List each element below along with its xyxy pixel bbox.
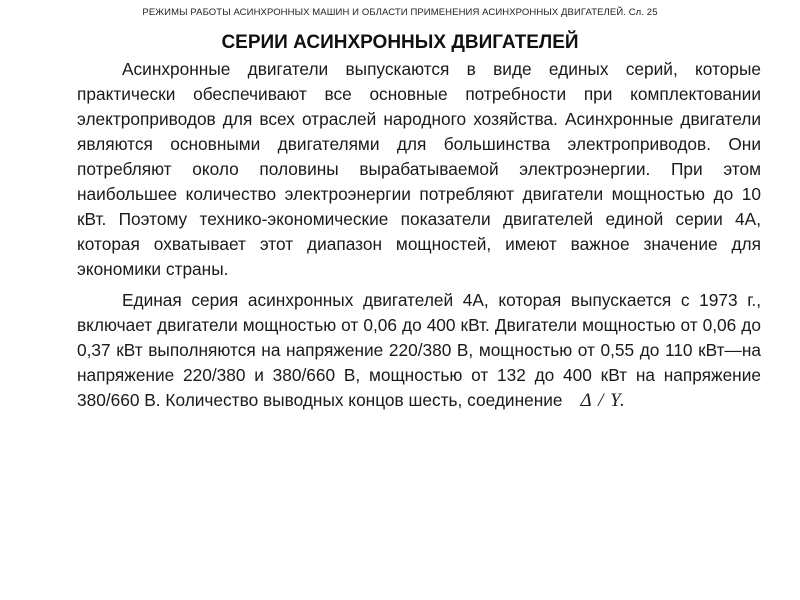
- paragraph-2-text: Единая серия асинхронных двигателей 4А, которая выпускается с 1973 г., включает двигатели мощностью от 0,06 до 400 кВт. Двигатели мощностью от 0,06 до 0,37 кВт выполняются на напряжение 220/380 В, мощностью от 0,55 до 110 кВт—на напряжение 220/380 и 380/660 В, мощностью от 132 до 400 кВт на напряжение 380/660 В. Количество выводных концов шесть, соединение: [77, 290, 761, 410]
- slide-title: СЕРИИ АСИНХРОННЫХ ДВИГАТЕЛЕЙ: [221, 32, 579, 53]
- running-header: РЕЖИМЫ РАБОТЫ АСИНХРОННЫХ МАШИН И ОБЛАСТИ ПРИМЕНЕНИЯ АСИНХРОННЫХ ДВИГАТЕЛЕЙ. Сл. 25: [142, 7, 658, 18]
- paragraph-2: [77, 288, 761, 413]
- connection-formula: Δ / Y.: [580, 390, 626, 411]
- slide-body: [77, 57, 761, 413]
- paragraph-1: Асинхронные двигатели выпускаются в виде единых серий, которые практически обеспечивают все основные потребности при комплектовании электроприводов для всех отраслей народного хозяйства. Асинхронные двигатели являются основными двигателями для большинства электроприводов. Они потребляют около половины вырабатываемой электроэнергии. При этом наибольшее количество электроэнергии потребляют двигатели мощностью до 10 кВт. Поэтому технико-экономические показатели двигателей единой серии 4А, которая охватывает этот диапазон мощностей, имеют важное значение для экономики страны.: [77, 59, 761, 279]
